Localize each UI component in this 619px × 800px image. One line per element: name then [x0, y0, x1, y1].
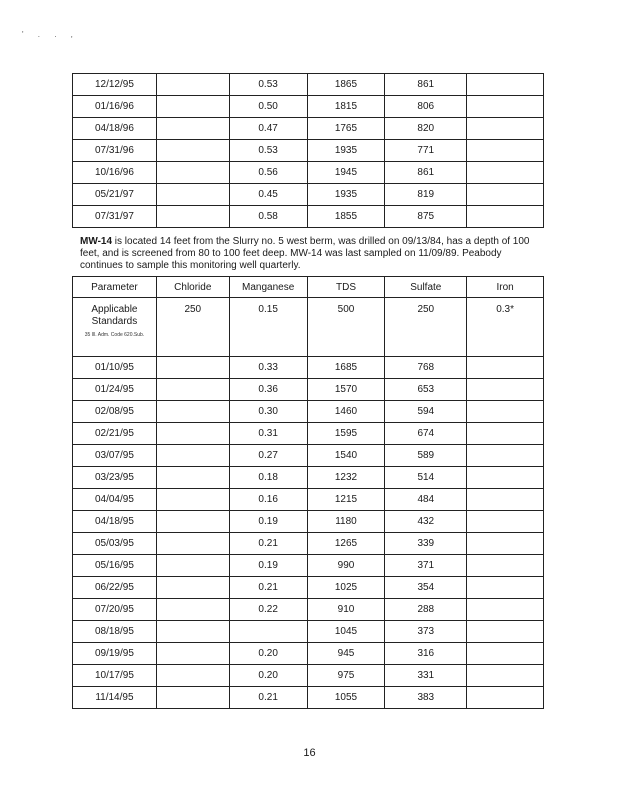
- cell-date: 04/18/95: [73, 511, 157, 533]
- cell-sulfate: 674: [385, 423, 467, 445]
- cell-tds: 990: [307, 555, 385, 577]
- cell-date: 01/16/96: [73, 96, 157, 118]
- table-row: [73, 599, 544, 621]
- cell-chloride: [156, 118, 229, 140]
- cell-date: 12/12/95: [73, 74, 157, 96]
- table-row: [73, 184, 544, 206]
- cell-date: 11/14/95: [73, 687, 157, 709]
- cell-chloride: [156, 577, 229, 599]
- mw-14-results-table: [72, 276, 544, 709]
- cell-sulfate: 589: [385, 445, 467, 467]
- cell-iron: [467, 357, 544, 379]
- cell-manganese: 0.33: [229, 357, 307, 379]
- standards-row: [73, 298, 544, 357]
- cell-tds: 1595: [307, 423, 385, 445]
- cell-tds: 1570: [307, 379, 385, 401]
- cell-tds: 1025: [307, 577, 385, 599]
- cell-tds: 1540: [307, 445, 385, 467]
- cell-tds: 1055: [307, 687, 385, 709]
- cell-manganese: 0.47: [229, 118, 307, 140]
- cell-manganese: 0.53: [229, 74, 307, 96]
- cell-date: 08/18/95: [73, 621, 157, 643]
- cell-tds: 1045: [307, 621, 385, 643]
- cell-iron: [467, 687, 544, 709]
- header-tds: TDS: [307, 277, 385, 298]
- cell-chloride: [156, 74, 229, 96]
- well-description-text: is located 14 feet from the Slurry no. 5 west berm, was drilled on 09/13/84, has a depth of 100 feet, and is screened from 80 to 100 feet deep. MW-14 was last sampled on 11/09/89. Peabody continues to sample this monitoring well quarterly.: [80, 236, 530, 271]
- cell-manganese: 0.19: [229, 511, 307, 533]
- standard-tds: 500: [307, 298, 385, 357]
- cell-date: 04/04/95: [73, 489, 157, 511]
- mw-14-results-body: [73, 298, 544, 709]
- table-row: [73, 445, 544, 467]
- cell-sulfate: 594: [385, 401, 467, 423]
- cell-chloride: [156, 445, 229, 467]
- cell-sulfate: 484: [385, 489, 467, 511]
- cell-manganese: 0.19: [229, 555, 307, 577]
- cell-iron: [467, 643, 544, 665]
- cell-tds: 1215: [307, 489, 385, 511]
- table-row: [73, 401, 544, 423]
- table-row: [73, 96, 544, 118]
- cell-tds: 1815: [307, 96, 385, 118]
- cell-iron: [467, 140, 544, 162]
- standard-manganese: 0.15: [229, 298, 307, 357]
- header-parameter: Parameter: [73, 277, 157, 298]
- cell-date: 07/20/95: [73, 599, 157, 621]
- cell-manganese: [229, 621, 307, 643]
- well-id: MW-14: [80, 236, 113, 247]
- cell-manganese: 0.21: [229, 687, 307, 709]
- standards-label-cell: [73, 298, 157, 357]
- cell-date: 10/16/96: [73, 162, 157, 184]
- cell-iron: [467, 445, 544, 467]
- cell-chloride: [156, 489, 229, 511]
- cell-manganese: 0.30: [229, 401, 307, 423]
- cell-date: 02/08/95: [73, 401, 157, 423]
- header-sulfate: Sulfate: [385, 277, 467, 298]
- cell-sulfate: 861: [385, 162, 467, 184]
- standard-chloride: 250: [156, 298, 229, 357]
- cell-iron: [467, 533, 544, 555]
- cell-chloride: [156, 423, 229, 445]
- cell-date: 05/16/95: [73, 555, 157, 577]
- cell-date: 05/21/97: [73, 184, 157, 206]
- cell-tds: 1935: [307, 184, 385, 206]
- cell-chloride: [156, 140, 229, 162]
- scan-corner-mark: ' . . ,: [22, 30, 79, 39]
- cell-sulfate: 373: [385, 621, 467, 643]
- cell-date: 01/24/95: [73, 379, 157, 401]
- standard-iron: 0.3*: [467, 298, 544, 357]
- table-row: [73, 74, 544, 96]
- cell-date: 01/10/95: [73, 357, 157, 379]
- cell-date: 07/31/97: [73, 206, 157, 228]
- cell-tds: 1232: [307, 467, 385, 489]
- cell-date: 03/23/95: [73, 467, 157, 489]
- cell-iron: [467, 184, 544, 206]
- cell-tds: 945: [307, 643, 385, 665]
- cell-chloride: [156, 599, 229, 621]
- cell-tds: 1265: [307, 533, 385, 555]
- mw-previous-results-table: [72, 73, 544, 228]
- cell-chloride: [156, 687, 229, 709]
- header-chloride: Chloride: [156, 277, 229, 298]
- cell-iron: [467, 74, 544, 96]
- cell-tds: 1945: [307, 162, 385, 184]
- standard-sulfate: 250: [385, 298, 467, 357]
- cell-date: 09/19/95: [73, 643, 157, 665]
- mw-14-description: [80, 236, 540, 272]
- standards-note: 35 Ill. Adm. Code 620.Sub.: [84, 332, 145, 338]
- cell-iron: [467, 599, 544, 621]
- cell-chloride: [156, 96, 229, 118]
- cell-iron: [467, 577, 544, 599]
- cell-manganese: 0.20: [229, 665, 307, 687]
- cell-manganese: 0.27: [229, 445, 307, 467]
- table-row: [73, 533, 544, 555]
- cell-manganese: 0.58: [229, 206, 307, 228]
- cell-sulfate: 432: [385, 511, 467, 533]
- cell-date: 07/31/96: [73, 140, 157, 162]
- cell-sulfate: 331: [385, 665, 467, 687]
- cell-chloride: [156, 467, 229, 489]
- cell-chloride: [156, 533, 229, 555]
- cell-iron: [467, 423, 544, 445]
- cell-iron: [467, 555, 544, 577]
- mw-previous-results-body: [73, 74, 544, 228]
- table-row: [73, 162, 544, 184]
- cell-tds: 910: [307, 599, 385, 621]
- cell-manganese: 0.53: [229, 140, 307, 162]
- cell-sulfate: 371: [385, 555, 467, 577]
- cell-iron: [467, 467, 544, 489]
- table-row: [73, 357, 544, 379]
- cell-iron: [467, 96, 544, 118]
- cell-date: 03/07/95: [73, 445, 157, 467]
- cell-tds: 1935: [307, 140, 385, 162]
- cell-manganese: 0.36: [229, 379, 307, 401]
- cell-sulfate: 771: [385, 140, 467, 162]
- cell-tds: 1685: [307, 357, 385, 379]
- cell-sulfate: 316: [385, 643, 467, 665]
- cell-sulfate: 820: [385, 118, 467, 140]
- cell-sulfate: 288: [385, 599, 467, 621]
- table-row: [73, 423, 544, 445]
- cell-chloride: [156, 665, 229, 687]
- cell-chloride: [156, 643, 229, 665]
- cell-chloride: [156, 184, 229, 206]
- table-row: [73, 511, 544, 533]
- table-row: [73, 379, 544, 401]
- cell-iron: [467, 118, 544, 140]
- cell-chloride: [156, 621, 229, 643]
- cell-iron: [467, 401, 544, 423]
- table-row: [73, 555, 544, 577]
- table-row: [73, 118, 544, 140]
- cell-chloride: [156, 511, 229, 533]
- table-row: [73, 489, 544, 511]
- cell-sulfate: 339: [385, 533, 467, 555]
- cell-sulfate: 806: [385, 96, 467, 118]
- cell-manganese: 0.21: [229, 577, 307, 599]
- cell-iron: [467, 379, 544, 401]
- cell-iron: [467, 489, 544, 511]
- cell-iron: [467, 162, 544, 184]
- table-row: [73, 665, 544, 687]
- header-manganese: Manganese: [229, 277, 307, 298]
- cell-manganese: 0.45: [229, 184, 307, 206]
- cell-sulfate: 354: [385, 577, 467, 599]
- cell-iron: [467, 206, 544, 228]
- cell-date: 05/03/95: [73, 533, 157, 555]
- cell-tds: 1855: [307, 206, 385, 228]
- cell-sulfate: 383: [385, 687, 467, 709]
- cell-date: 04/18/96: [73, 118, 157, 140]
- header-iron: Iron: [467, 277, 544, 298]
- cell-iron: [467, 621, 544, 643]
- cell-sulfate: 861: [385, 74, 467, 96]
- cell-tds: 975: [307, 665, 385, 687]
- cell-iron: [467, 665, 544, 687]
- cell-sulfate: 819: [385, 184, 467, 206]
- table-row: [73, 687, 544, 709]
- page-number: 16: [303, 747, 316, 759]
- cell-sulfate: 514: [385, 467, 467, 489]
- cell-tds: 1865: [307, 74, 385, 96]
- cell-chloride: [156, 357, 229, 379]
- cell-manganese: 0.22: [229, 599, 307, 621]
- cell-iron: [467, 511, 544, 533]
- cell-manganese: 0.18: [229, 467, 307, 489]
- table-row: [73, 621, 544, 643]
- cell-date: 06/22/95: [73, 577, 157, 599]
- table-row: [73, 140, 544, 162]
- cell-manganese: 0.16: [229, 489, 307, 511]
- standards-label: Applicable Standards: [91, 304, 138, 327]
- table-row: [73, 467, 544, 489]
- cell-date: 02/21/95: [73, 423, 157, 445]
- cell-manganese: 0.56: [229, 162, 307, 184]
- table-row: [73, 206, 544, 228]
- cell-chloride: [156, 206, 229, 228]
- cell-chloride: [156, 401, 229, 423]
- cell-chloride: [156, 555, 229, 577]
- cell-manganese: 0.31: [229, 423, 307, 445]
- cell-chloride: [156, 379, 229, 401]
- cell-manganese: 0.20: [229, 643, 307, 665]
- cell-sulfate: 653: [385, 379, 467, 401]
- cell-tds: 1460: [307, 401, 385, 423]
- cell-manganese: 0.21: [229, 533, 307, 555]
- table-row: [73, 577, 544, 599]
- cell-chloride: [156, 162, 229, 184]
- cell-date: 10/17/95: [73, 665, 157, 687]
- table-row: [73, 643, 544, 665]
- cell-tds: 1765: [307, 118, 385, 140]
- table-header-row: [73, 277, 544, 298]
- cell-sulfate: 768: [385, 357, 467, 379]
- cell-tds: 1180: [307, 511, 385, 533]
- cell-sulfate: 875: [385, 206, 467, 228]
- cell-manganese: 0.50: [229, 96, 307, 118]
